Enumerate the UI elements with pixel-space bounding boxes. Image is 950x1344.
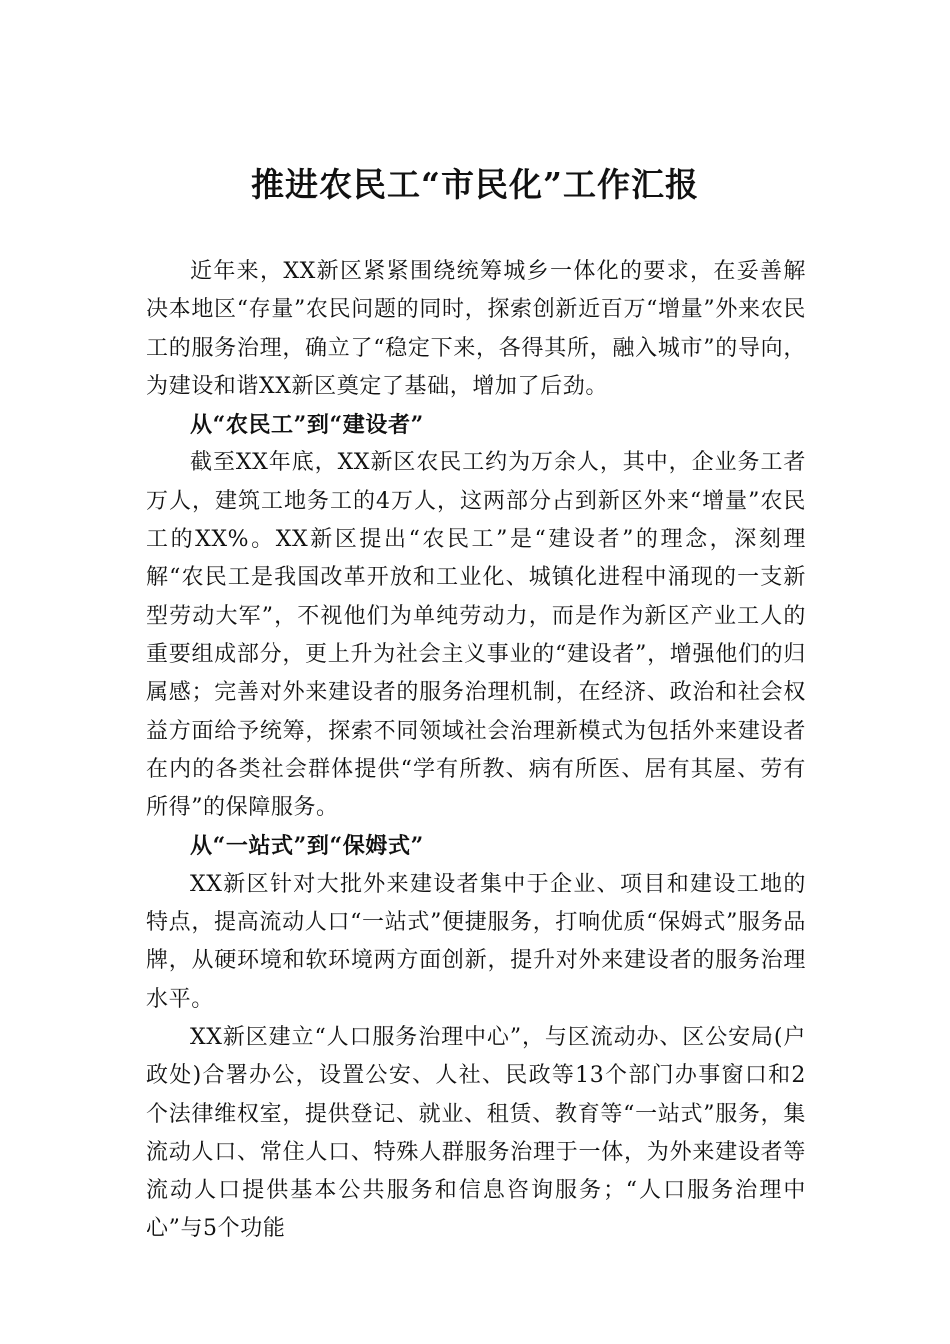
body-paragraph: XX新区建立“人口服务治理中心”，与区流动办、区公安局(户政处)合署办公，设置公安、人社、民政等13个部门办事窗口和2个法律维权室，提供登记、就业、租赁、教育等“一站式”服务，集流动人口、常住人口、特殊人群服务治理于一体，为外来建设者等流动人口提供基本公共服务和信息咨询服务；“人口服务治理中心”与5个功能 — [146, 1024, 806, 1242]
document-body — [146, 253, 806, 1249]
section-heading: 从“农民工”到“建设者” — [190, 412, 424, 439]
intro-paragraph: 近年来，XX新区紧紧围绕统筹城乡一体化的要求，在妥善解决本地区“存量”农民问题的同时，探索创新近百万“增量”外来农民工的服务治理，确立了“稳定下来，各得其所，融入城市”的导向，为建设和谐XX新区奠定了基础，增加了后劲。 — [146, 259, 806, 399]
section-heading: 从“一站式”到“保姆式” — [190, 833, 424, 860]
body-paragraph: 截至XX年底，XX新区农民工约为万余人，其中，企业务工者万人，建筑工地务工的4万人，这两部分占到新区外来“增量”农民工的XX%。XX新区提出“农民工”是“建设者”的理念，深刻理解“农民工是我国改革开放和工业化、城镇化进程中涌现的一支新型劳动大军”，不视他们为单纯劳动力，而是作为新区产业工人的重要组成部分，更上升为社会主义事业的“建设者”，增强他们的归属感；完善对外来建设者的服务治理机制，在经济、政治和社会权益方面给予统筹，探索不同领域社会治理新模式为包括外来建设者在内的各类社会群体提供“学有所教、病有所医、居有其屋、劳有所得”的保障服务。 — [146, 450, 806, 821]
document-title: 推进农民工“市民化”工作汇报 — [251, 165, 699, 204]
body-paragraph: XX新区针对大批外来建设者集中于企业、项目和建设工地的特点，提高流动人口“一站式”便捷服务，打响优质“保姆式”服务品牌，从硬环境和软环境两方面创新，提升对外来建设者的服务治理水平。 — [146, 871, 806, 1012]
